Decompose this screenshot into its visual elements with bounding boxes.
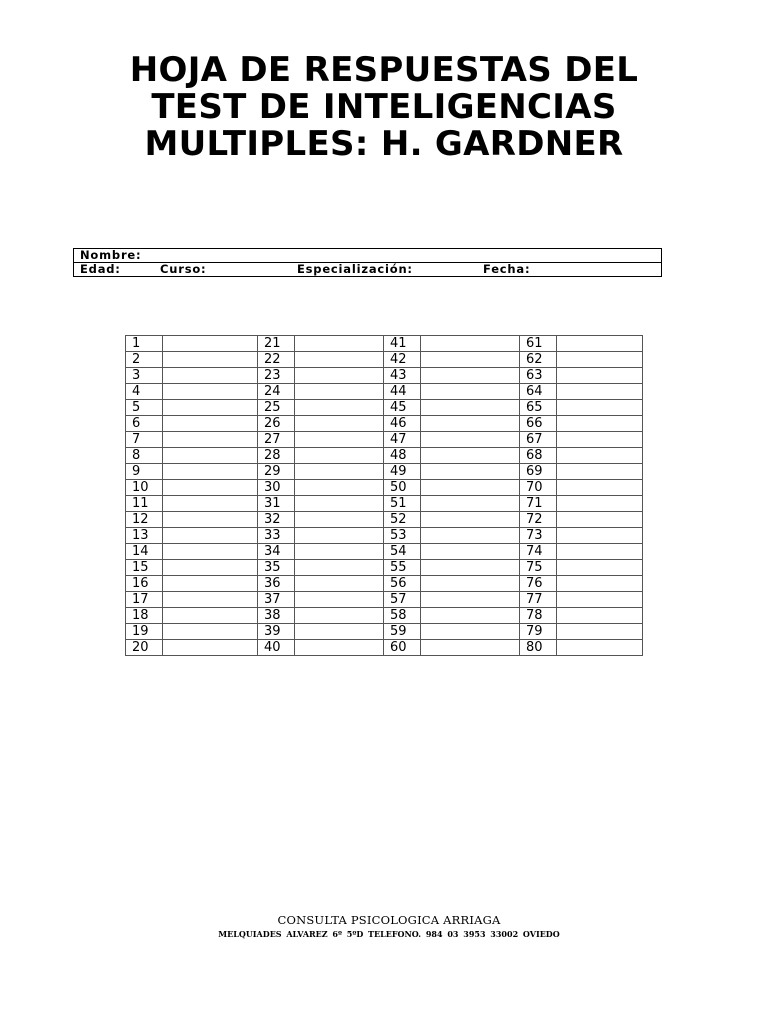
- answer-cell[interactable]: [163, 480, 258, 496]
- answer-cell[interactable]: [163, 368, 258, 384]
- answer-cell[interactable]: [295, 576, 384, 592]
- question-number: 38: [258, 608, 295, 624]
- question-number: 75: [520, 560, 557, 576]
- question-number: 71: [520, 496, 557, 512]
- question-number: 50: [384, 480, 421, 496]
- answer-cell[interactable]: [421, 544, 520, 560]
- question-number: 73: [520, 528, 557, 544]
- question-number: 66: [520, 416, 557, 432]
- table-row: [126, 464, 643, 480]
- answer-cell[interactable]: [295, 464, 384, 480]
- question-number: 56: [384, 576, 421, 592]
- question-number: 59: [384, 624, 421, 640]
- question-number: 5: [126, 400, 163, 416]
- question-number: 46: [384, 416, 421, 432]
- question-number: 47: [384, 432, 421, 448]
- answer-cell[interactable]: [295, 432, 384, 448]
- question-number: 60: [384, 640, 421, 656]
- answer-cell[interactable]: [421, 432, 520, 448]
- table-row: [126, 512, 643, 528]
- question-number: 11: [126, 496, 163, 512]
- answer-cell[interactable]: [295, 608, 384, 624]
- question-number: 19: [126, 624, 163, 640]
- answer-cell[interactable]: [163, 384, 258, 400]
- table-row: [126, 608, 643, 624]
- student-info-box: [73, 248, 662, 277]
- details-row: [74, 262, 661, 276]
- answer-cell[interactable]: [295, 528, 384, 544]
- answer-cell[interactable]: [163, 416, 258, 432]
- answer-cell[interactable]: [163, 528, 258, 544]
- table-row: [126, 368, 643, 384]
- question-number: 22: [258, 352, 295, 368]
- question-number: 69: [520, 464, 557, 480]
- question-number: 45: [384, 400, 421, 416]
- question-number: 35: [258, 560, 295, 576]
- question-number: 23: [258, 368, 295, 384]
- answer-cell[interactable]: [295, 512, 384, 528]
- table-row: [126, 560, 643, 576]
- answer-cell[interactable]: [557, 512, 643, 528]
- question-number: 53: [384, 528, 421, 544]
- answer-cell[interactable]: [557, 352, 643, 368]
- question-number: 55: [384, 560, 421, 576]
- question-number: 52: [384, 512, 421, 528]
- footer-address: MELQUIADES ALVAREZ 6º 5ºD TELEFONO. 984 03 3953 33002 OVIEDO: [218, 929, 560, 939]
- question-number: 17: [126, 592, 163, 608]
- answer-cell[interactable]: [295, 368, 384, 384]
- answer-cell[interactable]: [295, 448, 384, 464]
- answer-cell[interactable]: [557, 624, 643, 640]
- question-number: 18: [126, 608, 163, 624]
- question-number: 67: [520, 432, 557, 448]
- answer-cell[interactable]: [295, 544, 384, 560]
- table-row: [126, 400, 643, 416]
- answer-cell[interactable]: [421, 368, 520, 384]
- table-row: [126, 432, 643, 448]
- question-number: 8: [126, 448, 163, 464]
- question-number: 78: [520, 608, 557, 624]
- table-row: [126, 480, 643, 496]
- answer-cell[interactable]: [295, 400, 384, 416]
- question-number: 2: [126, 352, 163, 368]
- question-number: 9: [126, 464, 163, 480]
- question-number: 28: [258, 448, 295, 464]
- answer-cell[interactable]: [557, 432, 643, 448]
- question-number: 3: [126, 368, 163, 384]
- answer-cell[interactable]: [557, 384, 643, 400]
- answer-cell[interactable]: [163, 336, 258, 352]
- table-row: [126, 448, 643, 464]
- footer-clinic-name: CONSULTA PSICOLOGICA ARRIAGA: [277, 913, 501, 927]
- answer-cell[interactable]: [295, 384, 384, 400]
- answer-cell[interactable]: [421, 560, 520, 576]
- name-field-label[interactable]: Nombre:: [80, 248, 142, 262]
- answer-cell[interactable]: [295, 560, 384, 576]
- table-row: [126, 496, 643, 512]
- answer-cell[interactable]: [163, 448, 258, 464]
- title-line-2: TEST DE INTELIGENCIAS: [151, 87, 617, 127]
- question-number: 54: [384, 544, 421, 560]
- title-line-3: MULTIPLES: H. GARDNER: [144, 124, 624, 164]
- question-number: 48: [384, 448, 421, 464]
- age-field-label[interactable]: Edad:: [80, 262, 121, 276]
- answer-cell[interactable]: [557, 544, 643, 560]
- answer-cell[interactable]: [295, 416, 384, 432]
- answer-cell[interactable]: [421, 624, 520, 640]
- question-number: 39: [258, 624, 295, 640]
- name-row: [74, 249, 661, 262]
- answer-cell[interactable]: [421, 512, 520, 528]
- question-number: 76: [520, 576, 557, 592]
- question-number: 61: [520, 336, 557, 352]
- table-row: [126, 384, 643, 400]
- question-number: 77: [520, 592, 557, 608]
- answer-cell[interactable]: [421, 640, 520, 656]
- question-number: 65: [520, 400, 557, 416]
- answer-cell[interactable]: [557, 448, 643, 464]
- question-number: 62: [520, 352, 557, 368]
- specialization-field-label[interactable]: Especialización:: [297, 262, 413, 276]
- question-number: 7: [126, 432, 163, 448]
- question-number: 30: [258, 480, 295, 496]
- table-row: [126, 528, 643, 544]
- question-number: 64: [520, 384, 557, 400]
- question-number: 42: [384, 352, 421, 368]
- question-number: 31: [258, 496, 295, 512]
- question-number: 12: [126, 512, 163, 528]
- answer-cell[interactable]: [421, 576, 520, 592]
- answer-cell[interactable]: [295, 336, 384, 352]
- question-number: 44: [384, 384, 421, 400]
- question-number: 10: [126, 480, 163, 496]
- question-number: 49: [384, 464, 421, 480]
- question-number: 34: [258, 544, 295, 560]
- answer-cell[interactable]: [557, 592, 643, 608]
- course-field-label[interactable]: Curso:: [160, 262, 207, 276]
- answer-cell[interactable]: [295, 480, 384, 496]
- answer-cell[interactable]: [557, 528, 643, 544]
- table-row: [126, 576, 643, 592]
- question-number: 41: [384, 336, 421, 352]
- table-row: [126, 592, 643, 608]
- question-number: 36: [258, 576, 295, 592]
- answer-cell[interactable]: [421, 464, 520, 480]
- document-title: [0, 52, 768, 163]
- answer-cell[interactable]: [295, 592, 384, 608]
- answer-cell[interactable]: [163, 576, 258, 592]
- question-number: 51: [384, 496, 421, 512]
- answer-grid: [125, 335, 643, 656]
- question-number: 32: [258, 512, 295, 528]
- question-number: 80: [520, 640, 557, 656]
- answer-cell[interactable]: [421, 448, 520, 464]
- question-number: 24: [258, 384, 295, 400]
- answer-cell[interactable]: [421, 416, 520, 432]
- question-number: 43: [384, 368, 421, 384]
- table-row: [126, 416, 643, 432]
- answer-cell[interactable]: [421, 384, 520, 400]
- question-number: 26: [258, 416, 295, 432]
- answer-cell[interactable]: [295, 640, 384, 656]
- answer-cell[interactable]: [163, 496, 258, 512]
- answer-cell[interactable]: [421, 592, 520, 608]
- table-row: [126, 352, 643, 368]
- answer-cell[interactable]: [163, 464, 258, 480]
- question-number: 74: [520, 544, 557, 560]
- question-number: 70: [520, 480, 557, 496]
- answer-cell[interactable]: [163, 352, 258, 368]
- answer-cell[interactable]: [557, 560, 643, 576]
- answer-cell[interactable]: [421, 496, 520, 512]
- table-row: [126, 336, 643, 352]
- answer-cell[interactable]: [557, 480, 643, 496]
- answer-cell[interactable]: [557, 400, 643, 416]
- question-number: 14: [126, 544, 163, 560]
- answer-cell[interactable]: [557, 608, 643, 624]
- answer-cell[interactable]: [163, 640, 258, 656]
- answer-cell[interactable]: [557, 368, 643, 384]
- answer-cell[interactable]: [421, 608, 520, 624]
- question-number: 13: [126, 528, 163, 544]
- table-row: [126, 544, 643, 560]
- answer-cell[interactable]: [557, 464, 643, 480]
- question-number: 63: [520, 368, 557, 384]
- answer-cell[interactable]: [163, 592, 258, 608]
- answer-cell[interactable]: [295, 496, 384, 512]
- question-number: 33: [258, 528, 295, 544]
- question-number: 20: [126, 640, 163, 656]
- question-number: 57: [384, 592, 421, 608]
- answer-cell[interactable]: [421, 480, 520, 496]
- table-row: [126, 640, 643, 656]
- question-number: 79: [520, 624, 557, 640]
- answer-cell[interactable]: [421, 400, 520, 416]
- answer-cell[interactable]: [295, 352, 384, 368]
- question-number: 29: [258, 464, 295, 480]
- answer-cell[interactable]: [421, 352, 520, 368]
- answer-cell[interactable]: [295, 624, 384, 640]
- answer-cell[interactable]: [163, 608, 258, 624]
- question-number: 25: [258, 400, 295, 416]
- answer-cell[interactable]: [421, 528, 520, 544]
- table-row: [126, 624, 643, 640]
- question-number: 16: [126, 576, 163, 592]
- question-number: 37: [258, 592, 295, 608]
- answer-cell[interactable]: [557, 640, 643, 656]
- question-number: 68: [520, 448, 557, 464]
- title-line-1: HOJA DE RESPUESTAS DEL: [129, 50, 639, 90]
- question-number: 6: [126, 416, 163, 432]
- answer-cell[interactable]: [163, 432, 258, 448]
- answer-cell[interactable]: [557, 496, 643, 512]
- answer-cell[interactable]: [557, 576, 643, 592]
- question-number: 40: [258, 640, 295, 656]
- answer-cell[interactable]: [163, 624, 258, 640]
- question-number: 72: [520, 512, 557, 528]
- question-number: 27: [258, 432, 295, 448]
- question-number: 21: [258, 336, 295, 352]
- answer-cell[interactable]: [557, 336, 643, 352]
- question-number: 15: [126, 560, 163, 576]
- answer-cell[interactable]: [163, 560, 258, 576]
- date-field-label[interactable]: Fecha:: [483, 262, 531, 276]
- answer-cell[interactable]: [163, 400, 258, 416]
- question-number: 58: [384, 608, 421, 624]
- answer-cell[interactable]: [163, 512, 258, 528]
- question-number: 4: [126, 384, 163, 400]
- answer-cell[interactable]: [163, 544, 258, 560]
- answer-cell[interactable]: [557, 416, 643, 432]
- answer-cell[interactable]: [421, 336, 520, 352]
- question-number: 1: [126, 336, 163, 352]
